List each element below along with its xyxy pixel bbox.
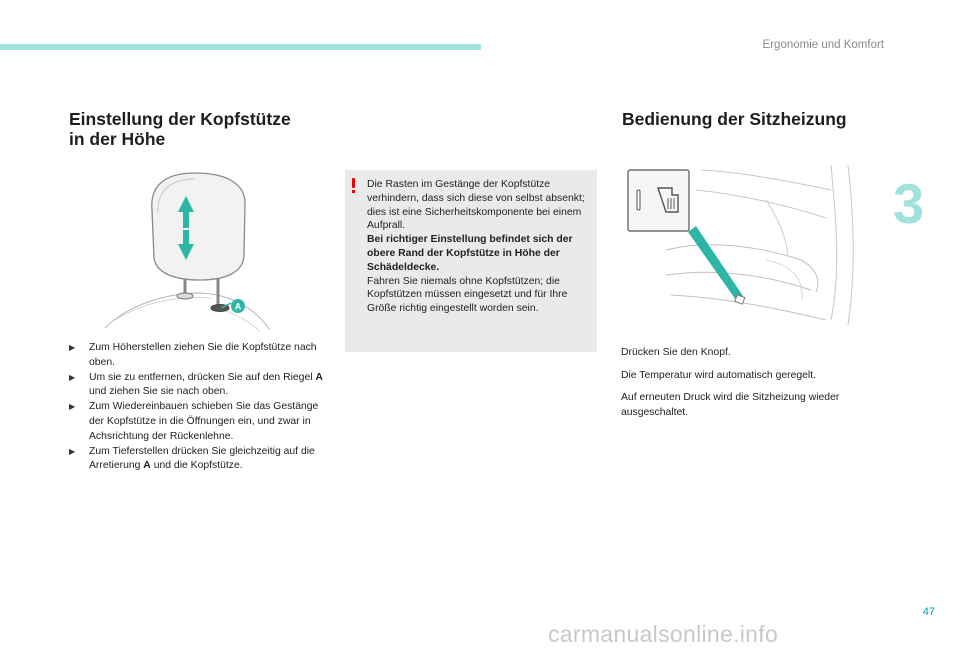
warning-icon — [352, 178, 356, 192]
warning-text-2: Fahren Sie niemals ohne Kopfstützen; die Kopfstützen müssen eingesetzt und für Ihre Größe richtig eingestellt worden sein. — [367, 275, 568, 315]
header-accent-bar — [0, 44, 481, 50]
step-item: ▶ Zum Tieferstellen drücken Sie gleichzeitig auf die Arretierung A und die Kopfstütze. — [69, 445, 315, 472]
seat-button-detail — [735, 295, 745, 304]
callout-label-a: A — [234, 301, 242, 312]
step-item: ▶ Zum Wiedereinbauen schieben Sie das Gestänge der Kopfstütze in die Öffnungen ein, und zwar in Achsrichtung der Rückenlehne. — [69, 401, 319, 442]
seat-heating-para-3: Auf erneuten Druck wird die Sitzheizung wieder ausgeschaltet. — [621, 392, 840, 418]
section-title: Ergonomie und Komfort — [762, 39, 884, 51]
seat-heating-text — [621, 346, 891, 428]
warning-bold-text: Bei richtiger Einstellung befindet sich der obere Rand der Kopfstütze in Höhe der Schädeldecke. — [367, 234, 573, 273]
seat-heating-button-icon — [628, 170, 689, 231]
headrest-heading — [69, 109, 349, 149]
down-arrow-icon — [178, 230, 194, 260]
pointer-line — [688, 226, 743, 300]
page-number: 47 — [922, 606, 935, 618]
headrest-steps — [68, 341, 330, 474]
bullet-icon: ▶ — [69, 343, 76, 352]
step-item: ▶ Zum Höherstellen ziehen Sie die Kopfstütze nach oben. — [69, 342, 317, 368]
warning-box — [345, 170, 597, 352]
warning-text: Die Rasten im Gestänge der Kopfstütze verhindern, dass sich diese von selbst absenkt; dies ist eine Sicherheitskomponente bei einem Aufprall. — [367, 179, 585, 232]
up-arrow-icon — [178, 196, 194, 228]
headrest-heading-line1: Einstellung der Kopfstütze — [69, 109, 291, 129]
seat-heating-para-2: Die Temperatur wird automatisch geregelt. — [621, 369, 817, 381]
seat-heating-illustration — [626, 160, 866, 330]
watermark[interactable]: carmanualsonline.info — [548, 621, 779, 647]
chapter-number: 3 — [893, 172, 925, 235]
seat-heating-para-1: Drücken Sie den Knopf. — [621, 347, 731, 358]
step-item: ▶ Um sie zu entfernen, drücken Sie auf den Riegel A und ziehen Sie sie nach oben. — [69, 371, 323, 398]
headrest-arrows — [100, 168, 275, 333]
bullet-icon: ▶ — [69, 372, 76, 382]
callout-line — [221, 303, 231, 308]
seat-heating-heading: Bedienung der Sitzheizung — [622, 109, 847, 129]
headrest-heading-line2: in der Höhe — [69, 129, 166, 149]
bullet-icon: ▶ — [69, 402, 76, 412]
bullet-icon: ▶ — [69, 446, 76, 456]
